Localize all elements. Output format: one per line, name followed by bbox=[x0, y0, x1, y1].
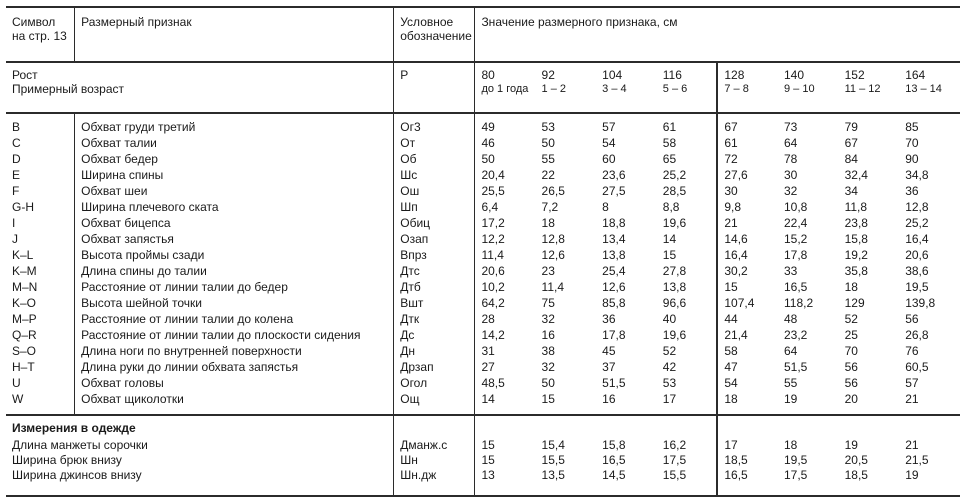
measurement-value: 85,8 bbox=[602, 296, 626, 310]
measurement-value: 47 bbox=[717, 360, 778, 376]
measurement-value: 9,8 bbox=[717, 200, 778, 216]
growth-value-cell bbox=[717, 62, 778, 113]
measurement-symbol: G-H bbox=[6, 200, 75, 216]
measurement-value: 38 bbox=[541, 344, 555, 358]
measurement-name: Расстояние от линии талии до плоскости сидения bbox=[75, 328, 394, 344]
measurement-row bbox=[6, 312, 960, 328]
measurement-value: 21 bbox=[899, 392, 960, 415]
growth-label: Рост bbox=[12, 68, 38, 82]
clothing-value: 19 bbox=[899, 468, 960, 496]
measurement-value: 44 bbox=[717, 312, 778, 328]
measurement-value: 18 bbox=[541, 216, 555, 230]
measurement-value: 15 bbox=[717, 280, 778, 296]
clothing-value: 18,5 bbox=[839, 468, 900, 496]
measurement-value: 38,6 bbox=[905, 264, 929, 278]
measurement-value: 57 bbox=[905, 376, 919, 390]
measurement-value: 16,4 bbox=[905, 232, 929, 246]
measurement-name: Длина руки до линии обхвата запястья bbox=[75, 360, 394, 376]
clothing-value: 15 bbox=[481, 453, 495, 467]
measurement-symbol: Q–R bbox=[6, 328, 75, 344]
measurement-value: 10,2 bbox=[481, 280, 505, 294]
measurement-value: 12,6 bbox=[602, 280, 626, 294]
measurement-name: Длина спины до талии bbox=[75, 264, 394, 280]
measurement-row bbox=[6, 216, 960, 232]
measurement-value: 32 bbox=[783, 184, 798, 198]
measurement-value: 90 bbox=[905, 152, 919, 166]
measurement-value: 23,6 bbox=[602, 168, 626, 182]
measurement-value: 53 bbox=[541, 120, 555, 134]
clothing-code: Шн.дж bbox=[394, 468, 475, 496]
measurement-code: Дн bbox=[394, 344, 475, 360]
measurement-value: 75 bbox=[541, 296, 555, 310]
measurement-value: 32,4 bbox=[844, 168, 868, 182]
growth-labels bbox=[6, 62, 394, 113]
age-value: 7 – 8 bbox=[724, 83, 749, 95]
measurement-value: 35,8 bbox=[844, 264, 868, 278]
measurement-value: 17,8 bbox=[783, 248, 808, 262]
measurement-value: 64 bbox=[783, 344, 798, 358]
age-value: 11 – 12 bbox=[844, 83, 881, 95]
measurement-value: 60,5 bbox=[905, 360, 929, 374]
measurement-value: 19,6 bbox=[662, 328, 687, 342]
age-value: 9 – 10 bbox=[783, 83, 815, 95]
measurement-value: 15 bbox=[536, 392, 597, 415]
measurement-value: 52 bbox=[662, 344, 677, 358]
growth-value-cell bbox=[657, 62, 718, 113]
measurement-code: Дтк bbox=[394, 312, 475, 328]
measurement-value: 17 bbox=[657, 392, 718, 415]
clothing-name: Ширина брюк внизу bbox=[6, 453, 394, 468]
measurement-value: 52 bbox=[844, 312, 858, 326]
clothing-value: 17,5 bbox=[778, 468, 839, 496]
measurement-row bbox=[6, 360, 960, 376]
measurement-value: 32 bbox=[541, 360, 555, 374]
measurement-value: 31 bbox=[481, 344, 495, 358]
measurement-value: 27,5 bbox=[602, 184, 626, 198]
clothing-code: Дманж.с bbox=[394, 438, 475, 453]
measurement-value: 30 bbox=[783, 168, 798, 182]
measurement-symbol: M–N bbox=[6, 280, 75, 296]
measurement-value: 64 bbox=[783, 136, 798, 150]
measurement-value: 42 bbox=[662, 360, 677, 374]
measurement-value: 25,2 bbox=[662, 168, 687, 182]
measurement-symbol: C bbox=[6, 136, 75, 152]
measurement-row bbox=[6, 344, 960, 360]
measurement-value: 60 bbox=[602, 152, 616, 166]
measurement-value: 58 bbox=[717, 344, 778, 360]
measurement-value: 23 bbox=[541, 264, 555, 278]
measurement-value: 12,8 bbox=[541, 232, 565, 246]
measurement-symbol: K–O bbox=[6, 296, 75, 312]
measurement-value: 16 bbox=[596, 392, 657, 415]
measurement-value: 18,8 bbox=[602, 216, 626, 230]
measurement-value: 19,6 bbox=[662, 216, 687, 230]
measurement-symbol: D bbox=[6, 152, 75, 168]
measurement-value: 50 bbox=[481, 152, 495, 166]
measurement-value: 10,8 bbox=[783, 200, 808, 214]
measurement-code: Ощ bbox=[394, 392, 475, 415]
measurement-row bbox=[6, 136, 960, 152]
measurement-value: 45 bbox=[602, 344, 616, 358]
measurement-row bbox=[6, 264, 960, 280]
measurement-value: 33 bbox=[783, 264, 798, 278]
measurement-value: 16,5 bbox=[783, 280, 808, 294]
measurement-value: 67 bbox=[844, 136, 858, 150]
measurement-code: Дрзап bbox=[394, 360, 475, 376]
growth-value-cell bbox=[899, 62, 960, 113]
header-code bbox=[394, 7, 475, 62]
measurement-value: 14,6 bbox=[717, 232, 778, 248]
measurement-value: 34,8 bbox=[905, 168, 929, 182]
measurement-value: 18 bbox=[844, 280, 858, 294]
measurement-value: 73 bbox=[783, 120, 798, 134]
clothing-header-value bbox=[839, 415, 900, 438]
measurement-value: 40 bbox=[662, 312, 677, 326]
header-symbol-line: Символ bbox=[12, 15, 56, 29]
header-symbol-line: на стр. 13 bbox=[12, 29, 67, 43]
measurement-value: 70 bbox=[844, 344, 858, 358]
measurement-value: 65 bbox=[662, 152, 677, 166]
clothing-row bbox=[6, 468, 960, 496]
measurement-name: Расстояние от линии талии до бедер bbox=[75, 280, 394, 296]
measurement-value: 79 bbox=[844, 120, 858, 134]
measurement-code: Об bbox=[394, 152, 475, 168]
measurement-value: 67 bbox=[717, 113, 778, 136]
measurement-value: 118,2 bbox=[783, 296, 814, 310]
measurement-name: Обхват бедер bbox=[75, 152, 394, 168]
measurement-code: Озап bbox=[394, 232, 475, 248]
measurement-value: 61 bbox=[662, 120, 677, 134]
measurement-value: 25,4 bbox=[602, 264, 626, 278]
measurement-value: 19,2 bbox=[844, 248, 868, 262]
clothing-header-value bbox=[717, 415, 778, 438]
height-value: 140 bbox=[783, 68, 805, 82]
measurement-symbol: W bbox=[6, 392, 75, 415]
measurement-value: 53 bbox=[662, 376, 677, 390]
measurement-value: 8,8 bbox=[662, 200, 680, 214]
measurement-row bbox=[6, 184, 960, 200]
clothing-value: 19,5 bbox=[783, 453, 808, 467]
measurement-value: 30 bbox=[717, 184, 778, 200]
measurement-value: 25,2 bbox=[905, 216, 929, 230]
measurement-row bbox=[6, 113, 960, 136]
measurement-value: 78 bbox=[783, 152, 798, 166]
measurement-value: 139,8 bbox=[905, 296, 936, 310]
measurement-value: 22 bbox=[541, 168, 555, 182]
header-values: Значение размерного признака, см bbox=[475, 7, 960, 62]
clothing-header-value bbox=[536, 415, 597, 438]
measurement-value: 37 bbox=[602, 360, 616, 374]
measurement-row bbox=[6, 392, 960, 415]
measurement-value: 21,4 bbox=[717, 328, 778, 344]
measurement-code: Обиц bbox=[394, 216, 475, 232]
growth-row bbox=[6, 62, 960, 113]
clothing-value: 17 bbox=[717, 438, 778, 453]
measurement-code: Дтб bbox=[394, 280, 475, 296]
clothing-row bbox=[6, 438, 960, 453]
measurement-row bbox=[6, 328, 960, 344]
clothing-value: 21 bbox=[905, 438, 919, 452]
measurement-value: 51,5 bbox=[783, 360, 808, 374]
clothing-value: 18,5 bbox=[717, 453, 778, 468]
measurement-name: Обхват талии bbox=[75, 136, 394, 152]
measurement-code: Дтс bbox=[394, 264, 475, 280]
measurement-value: 18 bbox=[717, 392, 778, 415]
age-value: до 1 года bbox=[481, 83, 529, 95]
measurement-name: Ширина плечевого ската bbox=[75, 200, 394, 216]
measurement-code: Вшт bbox=[394, 296, 475, 312]
age-value: 1 – 2 bbox=[541, 83, 567, 95]
measurement-row bbox=[6, 296, 960, 312]
clothing-value: 15 bbox=[481, 438, 495, 452]
measurement-code: От bbox=[394, 136, 475, 152]
measurement-value: 22,4 bbox=[783, 216, 808, 230]
measurement-name: Ширина спины bbox=[75, 168, 394, 184]
height-value: 80 bbox=[481, 68, 495, 82]
measurement-value: 7,2 bbox=[541, 200, 559, 214]
measurement-value: 19 bbox=[778, 392, 839, 415]
measurement-value: 11,8 bbox=[844, 200, 868, 214]
measurement-value: 25,5 bbox=[481, 184, 505, 198]
measurement-value: 26,5 bbox=[541, 184, 565, 198]
clothing-value: 15,8 bbox=[602, 438, 626, 452]
measurement-value: 17,8 bbox=[602, 328, 626, 342]
clothing-header-value bbox=[596, 415, 657, 438]
measurement-value: 15,8 bbox=[844, 232, 868, 246]
measurement-value: 51,5 bbox=[602, 376, 626, 390]
header-symbol bbox=[6, 7, 75, 62]
height-value: 104 bbox=[602, 68, 623, 82]
clothing-value: 19 bbox=[844, 438, 858, 452]
growth-value-cell bbox=[475, 62, 536, 113]
clothing-row bbox=[6, 453, 960, 468]
header-code-line: обозначение bbox=[400, 29, 472, 43]
growth-value-cell bbox=[839, 62, 900, 113]
measurement-value: 19,5 bbox=[905, 280, 929, 294]
clothing-value: 16,2 bbox=[662, 438, 687, 452]
measurement-value: 57 bbox=[602, 120, 616, 134]
measurement-value: 28,5 bbox=[662, 184, 687, 198]
clothing-value: 16,5 bbox=[717, 468, 778, 496]
measurement-code: Впрз bbox=[394, 248, 475, 264]
header-feature: Размерный признак bbox=[75, 7, 394, 62]
height-value: 164 bbox=[905, 68, 926, 82]
measurement-value: 21 bbox=[717, 216, 778, 232]
measurement-value: 56 bbox=[844, 376, 858, 390]
measurement-name: Обхват щиколотки bbox=[75, 392, 394, 415]
height-value: 92 bbox=[541, 68, 555, 82]
measurement-code: Дс bbox=[394, 328, 475, 344]
measurement-value: 28 bbox=[481, 312, 495, 326]
clothing-value: 13,5 bbox=[536, 468, 597, 496]
measurement-value: 12,2 bbox=[481, 232, 505, 246]
age-value: 5 – 6 bbox=[662, 83, 688, 95]
measurement-name: Обхват шеи bbox=[75, 184, 394, 200]
measurement-value: 23,2 bbox=[783, 328, 808, 342]
clothing-value: 17,5 bbox=[662, 453, 687, 467]
measurement-symbol: B bbox=[6, 113, 75, 136]
measurement-value: 107,4 bbox=[717, 296, 778, 312]
measurement-value: 72 bbox=[717, 152, 778, 168]
measurement-value: 12,6 bbox=[541, 248, 565, 262]
measurement-symbol: E bbox=[6, 168, 75, 184]
measurement-value: 34 bbox=[844, 184, 858, 198]
height-value: 152 bbox=[844, 68, 865, 82]
measurement-name: Высота шейной точки bbox=[75, 296, 394, 312]
size-table bbox=[6, 6, 960, 497]
measurement-value: 49 bbox=[481, 120, 495, 134]
measurement-symbol: U bbox=[6, 376, 75, 392]
clothing-header-code bbox=[394, 415, 475, 438]
measurement-value: 84 bbox=[844, 152, 858, 166]
measurement-symbol: J bbox=[6, 232, 75, 248]
measurement-value: 20,6 bbox=[481, 264, 505, 278]
clothing-code: Шн bbox=[394, 453, 475, 468]
measurement-code: Огол bbox=[394, 376, 475, 392]
age-label: Примерный возраст bbox=[12, 82, 125, 96]
measurement-value: 70 bbox=[905, 136, 919, 150]
measurement-value: 8 bbox=[602, 200, 609, 214]
measurement-value: 14 bbox=[475, 392, 536, 415]
growth-value-cell bbox=[536, 62, 597, 113]
clothing-value: 18 bbox=[783, 438, 798, 452]
measurement-value: 58 bbox=[662, 136, 677, 150]
measurement-value: 14,2 bbox=[481, 328, 505, 342]
clothing-value: 15,5 bbox=[657, 468, 718, 496]
measurement-value: 56 bbox=[844, 360, 858, 374]
clothing-value: 16,5 bbox=[602, 453, 626, 467]
clothing-value: 20,5 bbox=[844, 453, 868, 467]
measurement-value: 15 bbox=[662, 248, 677, 262]
measurement-name: Обхват головы bbox=[75, 376, 394, 392]
measurement-value: 25 bbox=[844, 328, 858, 342]
measurement-value: 85 bbox=[905, 120, 919, 134]
measurement-value: 36 bbox=[905, 184, 919, 198]
measurement-value: 46 bbox=[481, 136, 495, 150]
clothing-title: Измерения в одежде bbox=[6, 415, 394, 438]
measurement-code: Шс bbox=[394, 168, 475, 184]
measurement-value: 20 bbox=[839, 392, 900, 415]
measurement-value: 26,8 bbox=[905, 328, 929, 342]
measurement-value: 12,8 bbox=[905, 200, 929, 214]
measurement-row bbox=[6, 248, 960, 264]
measurement-value: 27,6 bbox=[717, 168, 778, 184]
growth-value-cell bbox=[778, 62, 839, 113]
measurement-value: 16 bbox=[541, 328, 555, 342]
clothing-value: 15,4 bbox=[541, 438, 565, 452]
clothing-value: 15,5 bbox=[541, 453, 565, 467]
measurement-code: Ог3 bbox=[394, 113, 475, 136]
measurement-value: 14 bbox=[662, 232, 677, 246]
measurement-row bbox=[6, 232, 960, 248]
measurement-value: 23,8 bbox=[844, 216, 868, 230]
measurement-symbol: H–T bbox=[6, 360, 75, 376]
measurement-value: 56 bbox=[905, 312, 919, 326]
clothing-name: Ширина джинсов внизу bbox=[6, 468, 394, 496]
measurement-name: Расстояние от линии талии до колена bbox=[75, 312, 394, 328]
measurement-value: 54 bbox=[602, 136, 616, 150]
measurement-value: 64,2 bbox=[481, 296, 505, 310]
measurement-symbol: I bbox=[6, 216, 75, 232]
measurement-value: 50 bbox=[541, 376, 555, 390]
measurement-row bbox=[6, 376, 960, 392]
measurement-value: 27 bbox=[481, 360, 495, 374]
growth-value-cell bbox=[596, 62, 657, 113]
measurement-value: 16,4 bbox=[717, 248, 778, 264]
clothing-header-value bbox=[899, 415, 960, 438]
clothing-header-row bbox=[6, 415, 960, 438]
clothing-name: Длина манжеты сорочки bbox=[6, 438, 394, 453]
measurement-value: 13,8 bbox=[662, 280, 687, 294]
measurement-value: 13,8 bbox=[602, 248, 626, 262]
header-row bbox=[6, 7, 960, 62]
measurement-value: 30,2 bbox=[717, 264, 778, 280]
measurement-name: Длина ноги по внутренней поверхности bbox=[75, 344, 394, 360]
measurement-symbol: K–M bbox=[6, 264, 75, 280]
measurement-value: 129 bbox=[844, 296, 865, 310]
measurement-row bbox=[6, 200, 960, 216]
measurement-symbol: K–L bbox=[6, 248, 75, 264]
clothing-header-value bbox=[657, 415, 718, 438]
measurement-value: 61 bbox=[717, 136, 778, 152]
measurement-value: 50 bbox=[541, 136, 555, 150]
measurement-value: 76 bbox=[905, 344, 919, 358]
measurement-value: 15,2 bbox=[783, 232, 808, 246]
measurement-value: 6,4 bbox=[481, 200, 499, 214]
measurement-value: 11,4 bbox=[541, 280, 565, 294]
measurement-value: 20,6 bbox=[905, 248, 929, 262]
measurement-value: 54 bbox=[717, 376, 778, 392]
clothing-header-value bbox=[475, 415, 536, 438]
growth-code: Р bbox=[394, 62, 475, 113]
clothing-value: 13 bbox=[475, 468, 536, 496]
measurement-value: 55 bbox=[783, 376, 798, 390]
measurement-value: 17,2 bbox=[481, 216, 505, 230]
measurement-row bbox=[6, 152, 960, 168]
measurement-row bbox=[6, 280, 960, 296]
measurement-value: 32 bbox=[541, 312, 555, 326]
clothing-header-value bbox=[778, 415, 839, 438]
measurement-value: 27,8 bbox=[662, 264, 687, 278]
measurement-code: Ош bbox=[394, 184, 475, 200]
measurement-name: Обхват бицепса bbox=[75, 216, 394, 232]
height-value: 128 bbox=[724, 68, 745, 82]
clothing-value: 21,5 bbox=[905, 453, 929, 467]
measurement-symbol: M–P bbox=[6, 312, 75, 328]
measurement-name: Высота проймы сзади bbox=[75, 248, 394, 264]
height-value: 116 bbox=[662, 68, 682, 82]
measurement-name: Обхват запястья bbox=[75, 232, 394, 248]
age-value: 3 – 4 bbox=[602, 83, 627, 95]
measurement-value: 20,4 bbox=[481, 168, 505, 182]
measurement-row bbox=[6, 168, 960, 184]
measurement-value: 96,6 bbox=[662, 296, 687, 310]
header-code-line: Условное bbox=[400, 15, 454, 29]
measurement-name: Обхват груди третий bbox=[75, 113, 394, 136]
measurement-code: Шп bbox=[394, 200, 475, 216]
measurement-symbol: F bbox=[6, 184, 75, 200]
measurement-value: 13,4 bbox=[602, 232, 626, 246]
measurement-value: 48 bbox=[783, 312, 798, 326]
measurement-value: 48,5 bbox=[481, 376, 505, 390]
measurement-value: 11,4 bbox=[481, 248, 504, 262]
measurement-symbol: S–O bbox=[6, 344, 75, 360]
measurement-value: 55 bbox=[541, 152, 555, 166]
age-value: 13 – 14 bbox=[905, 83, 942, 95]
measurement-value: 36 bbox=[602, 312, 616, 326]
clothing-value: 14,5 bbox=[596, 468, 657, 496]
